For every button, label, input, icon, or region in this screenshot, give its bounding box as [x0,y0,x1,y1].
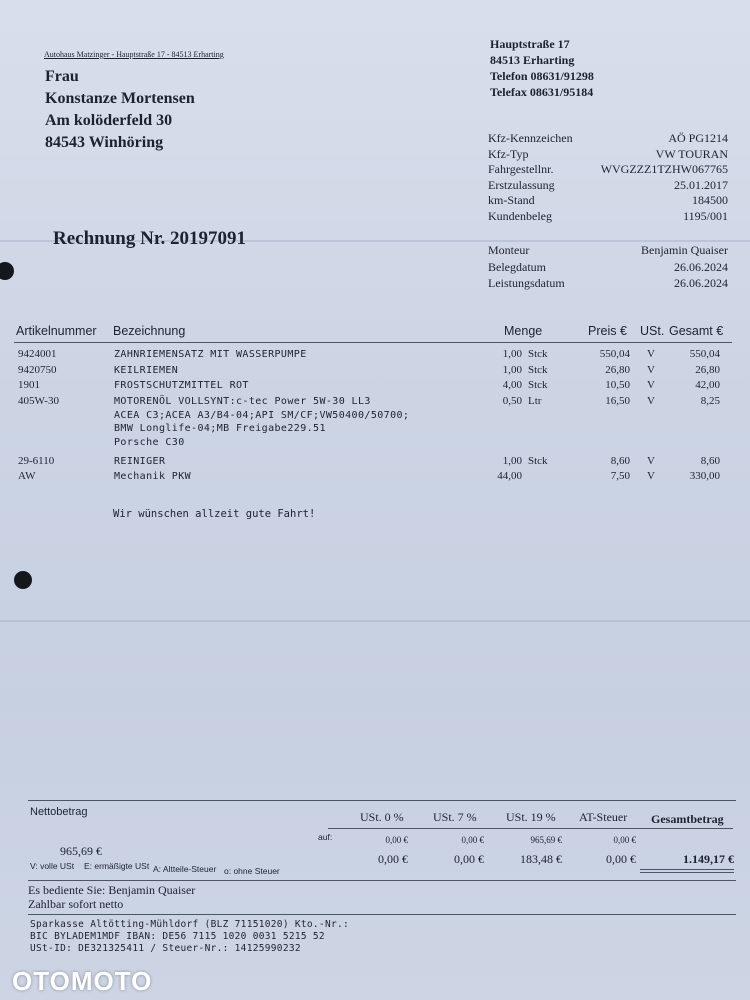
vehicle-value: 1195/001 [683,208,728,223]
item-total: 550,04 [689,348,720,360]
bank-line: Sparkasse Altötting-Mühldorf (BLZ 71151020) Kto.-Nr.: [30,919,350,930]
legend-v: V: volle USt [30,861,75,871]
served-by: Es bediente Sie: Benjamin Quaiser [28,883,196,897]
vehicle-row [488,209,728,225]
vehicle-label: Kundenbeleg [488,208,552,223]
closing-wish: Wir wünschen allzeit gute Fahrt! [113,508,316,520]
base-ust7: 0,00 € [461,835,484,845]
totals-bottom-divider [28,880,736,881]
vehicle-row [488,178,728,194]
legend-o: o: ohne Steuer [224,866,280,876]
item-number: 9424001 [18,348,57,360]
grand-total: 1.149,17 € [683,852,734,866]
item-quantity: 44,00 [497,470,522,482]
item-vat: V [647,363,655,376]
header-ust: USt. [640,324,665,338]
item-quantity: 1,00 [502,363,522,376]
meta-row [488,242,728,259]
item-price: 26,80 [605,363,630,376]
bank-line: BIC BYLADEM1MDF IBAN: DE56 7115 1020 0031 5215 52 [30,931,325,942]
meta-label: Monteur [488,243,530,257]
bank-divider [28,914,736,915]
col-ust19: USt. 19 % [506,810,556,824]
net-label: Nettobetrag [30,806,88,818]
vehicle-row [488,193,728,209]
item-total: 330,00 [689,470,720,482]
item-unit: Stck [528,348,548,360]
vehicle-label: Kfz-Kennzeichen [488,131,573,145]
totals-header-divider [328,828,733,829]
net-value: 965,69 € [60,844,102,858]
item-price: 16,50 [605,394,630,407]
item-quantity: 4,00 [502,379,522,391]
vehicle-label: km-Stand [488,193,535,208]
grand-total-underline [640,869,734,870]
meta-value: Benjamin Quaiser [641,243,728,257]
base-ust19: 965,69 € [530,835,562,845]
item-number: 1901 [18,379,40,391]
header-preis: Preis € [588,324,627,338]
recipient-name: Konstanze Mortensen [45,90,195,107]
meta-label: Leistungsdatum [488,276,565,290]
item-total: 26,80 [695,363,720,376]
invoice-title: Rechnung Nr. 20197091 [53,228,247,249]
item-quantity: 1,00 [502,348,522,360]
item-description: REINIGER [114,455,166,467]
item-quantity: 0,50 [502,394,522,407]
punch-hole [14,571,32,589]
col-ust7: USt. 7 % [433,810,477,824]
item-total: 8,60 [700,454,720,467]
vehicle-row [488,162,728,178]
col-at: AT-Steuer [579,810,628,824]
item-vat: V [647,348,655,360]
meta-row [488,259,728,276]
item-description: FROSTSCHUTZMITTEL ROT [114,380,249,391]
item-vat: V [647,454,655,467]
table-row [0,469,750,485]
item-unit: Stck [528,363,548,376]
vehicle-label: Kfz-Typ [488,146,529,161]
meta-label: Belegdatum [488,259,546,274]
header-bezeichnung: Bezeichnung [113,324,186,338]
vehicle-row [488,131,728,147]
vehicle-info [488,131,728,225]
header-gesamt: Gesamt € [669,324,724,338]
table-row [0,347,750,363]
meta-value: 26.06.2024 [674,259,728,274]
meta-value: 26.06.2024 [674,276,728,290]
meta-row [488,275,728,292]
recipient-address [45,66,195,154]
item-total: 8,25 [700,394,720,407]
item-unit: Stck [528,379,548,391]
tax-ust19: 183,48 € [520,852,562,866]
sender-line: Autohaus Matzinger - Hauptstraße 17 - 84513 Erharting [44,50,224,59]
item-vat: V [647,379,655,391]
vehicle-label: Erstzulassung [488,177,555,192]
item-vat: V [647,394,655,407]
item-total: 42,00 [695,379,720,391]
table-row [0,394,750,454]
col-ust0: USt. 0 % [360,810,404,824]
shop-phone: Telefon 08631/91298 [490,69,594,83]
vehicle-value: WVGZZZ1TZHW067765 [600,162,728,177]
col-gesamtbetrag: Gesamtbetrag [651,812,724,826]
base-ust0: 0,00 € [385,835,408,845]
item-quantity: 1,00 [502,454,522,467]
totals-top-divider [28,800,736,801]
item-price: 10,50 [605,379,630,391]
item-number: AW [18,470,36,482]
recipient-salutation: Frau [45,68,79,85]
item-unit: Ltr [528,394,542,407]
shop-street: Hauptstraße 17 [490,37,570,51]
oil-spec-line: Porsche C30 [114,436,185,448]
item-description: MOTORENÖL VOLLSYNT:c-tec Power 5W-30 LL3 [114,395,371,407]
items-table [0,347,750,485]
item-description: KEILRIEMEN [114,364,179,376]
item-price: 550,04 [599,348,630,360]
item-price: 8,60 [610,454,630,467]
shop-fax: Telefax 08631/95184 [490,85,594,99]
vehicle-value: AÖ PG1214 [668,131,728,145]
vehicle-row [488,147,728,163]
item-price: 7,50 [610,470,630,482]
header-menge: Menge [504,324,543,338]
shop-city: 84513 Erharting [490,53,575,67]
header-divider [14,342,732,343]
grand-total-underline [640,872,734,873]
otomoto-watermark: OTOMOTO [12,966,153,996]
paper-fold [0,620,750,622]
header-artikelnummer: Artikelnummer [16,324,97,338]
item-number: 29-6110 [18,454,55,467]
table-row [0,454,750,470]
legend-e: E: ermäßigte USt [84,861,150,871]
invoice-meta [488,242,728,292]
table-row [0,363,750,379]
recipient-city: 84543 Winhöring [45,134,164,151]
item-unit: Stck [528,454,548,467]
item-number: 9420750 [18,363,57,376]
vehicle-value: 25.01.2017 [674,177,728,192]
item-description: Mechanik PKW [114,471,192,482]
item-number: 405W-30 [18,394,59,407]
legend-a: A: Altteile-Steuer [153,864,217,874]
vehicle-label: Fahrgestellnr. [488,162,554,177]
auf-label: auf: [318,832,333,842]
oil-spec-line: BMW Longlife-04;MB Freigabe229.51 [114,423,326,434]
payment-terms: Zahlbar sofort netto [28,897,124,911]
vehicle-value: 184500 [692,193,728,208]
oil-spec-line: ACEA C3;ACEA A3/B4-04;API SM/CF;VW50400/50700; [114,409,410,421]
table-row [0,378,750,394]
tax-at: 0,00 € [606,852,636,866]
item-description: ZAHNRIEMENSATZ MIT WASSERPUMPE [114,349,307,360]
vehicle-value: VW TOURAN [655,146,728,161]
bank-line: USt-ID: DE321325411 / Steuer-Nr.: 14125990232 [30,943,301,954]
base-at: 0,00 € [613,835,636,845]
tax-ust7: 0,00 € [454,852,484,866]
shop-contact [490,36,594,100]
recipient-street: Am kolöderfeld 30 [45,112,173,129]
item-vat: V [647,470,655,482]
tax-ust0: 0,00 € [378,852,408,866]
